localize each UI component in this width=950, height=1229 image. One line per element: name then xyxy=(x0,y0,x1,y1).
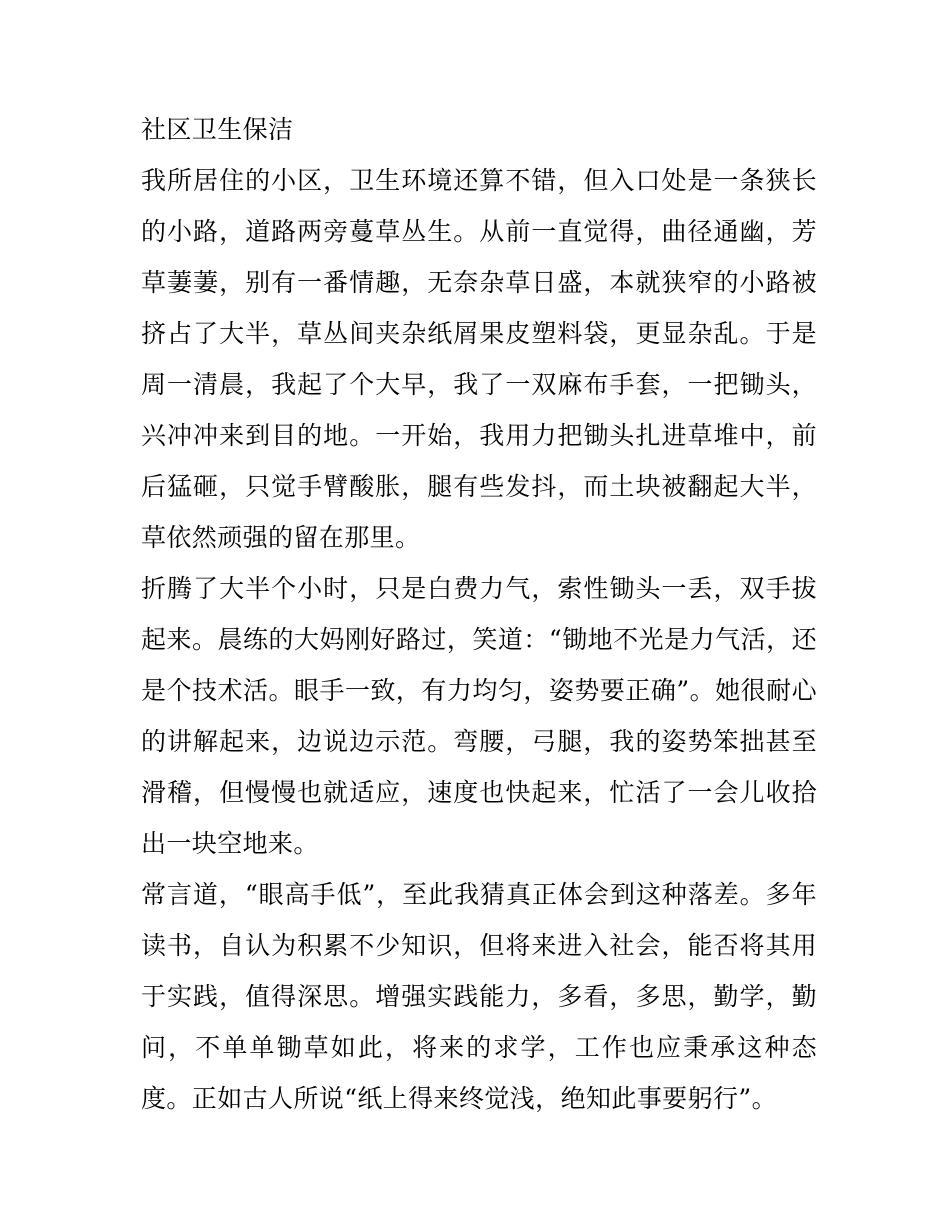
paragraph-1: 我所居住的小区，卫生环境还算不错，但入口处是一条狭长的小路，道路两旁蔓草丛生。从前一直觉得，曲径通幽，芳草萋萋，别有一番情趣，无奈杂草日盛，本就狭窄的小路被挤占了大半，草丛间夹杂纸屑果皮塑料袋，更显杂乱。于是周一清晨，我起了个大早，我了一双麻布手套，一把锄头，兴冲冲来到目的地。一开始，我用力把锄头扎进草堆中，前后猛砸，只觉手臂酸胀，腿有些发抖，而土块被翻起大半，草依然顽强的留在那里。 xyxy=(141,166,817,552)
document-body xyxy=(141,104,817,1124)
paragraph-3: 常言道，“眼高手低”，至此我猜真正体会到这种落差。多年读书，自认为积累不少知识，但将来进入社会，能否将其用于实践，值得深思。增强实践能力，多看，多思，勤学，勤问，不单单锄草如此，将来的求学，工作也应秉承这种态度。正如古人所说“纸上得来终觉浅，绝知此事要躬行”。 xyxy=(141,880,817,1113)
paragraph-2: 折腾了大半个小时，只是白费力气，索性锄头一丢，双手拔起来。晨练的大妈刚好路过，笑道：“锄地不光是力气活，还是个技术活。眼手一致，有力均匀，姿势要正确”。她很耐心的讲解起来，边说边示范。弯腰，弓腿，我的姿势笨拙甚至滑稽，但慢慢也就适应，速度也快起来，忙活了一会儿收拾出一块空地来。 xyxy=(141,574,817,858)
document-title: 社区卫生保洁 xyxy=(141,115,294,144)
